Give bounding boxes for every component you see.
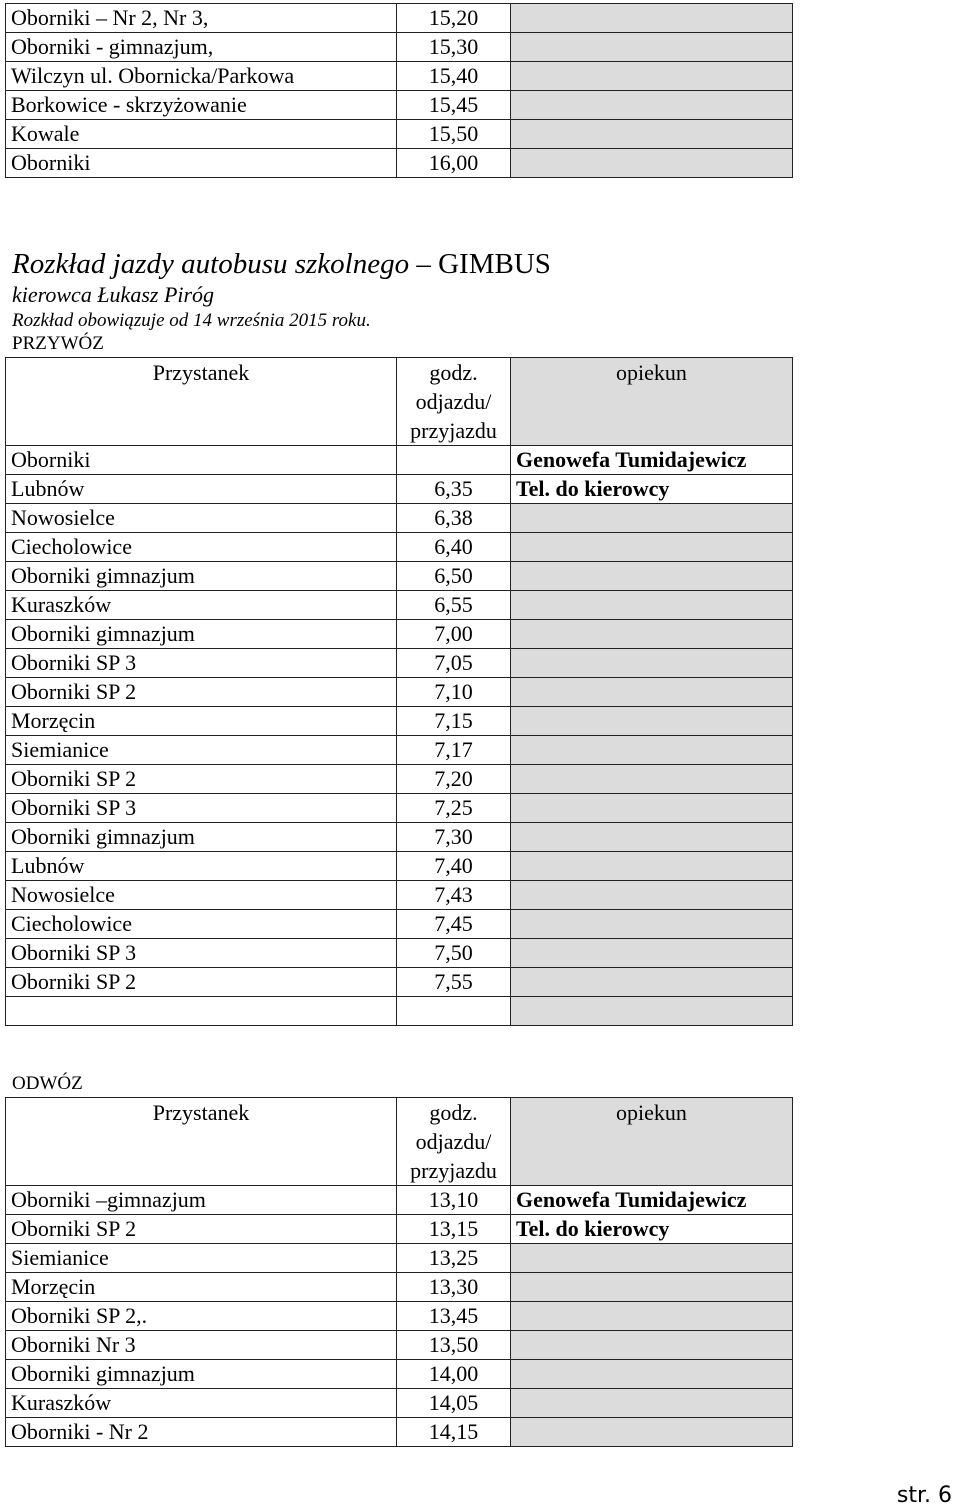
przywoz-label: PRZYWÓZ bbox=[12, 333, 104, 354]
stop-cell: Oborniki – Nr 2, Nr 3, bbox=[6, 4, 397, 33]
table-header-row bbox=[6, 1098, 793, 1186]
guardian-cell bbox=[511, 765, 793, 794]
time-cell: 14,15 bbox=[397, 1418, 511, 1447]
time-cell: 7,55 bbox=[397, 968, 511, 997]
stop-cell: Ciecholowice bbox=[6, 910, 397, 939]
time-cell: 7,25 bbox=[397, 794, 511, 823]
guardian-cell bbox=[511, 1273, 793, 1302]
stop-cell: Siemianice bbox=[6, 1244, 397, 1273]
time-cell: 16,00 bbox=[397, 149, 511, 178]
guardian-name: Genowefa Tumidajewicz bbox=[511, 1186, 793, 1215]
table-row bbox=[6, 1331, 793, 1360]
header-time-line: odjazdu/ bbox=[415, 1129, 492, 1154]
guardian-cell bbox=[511, 939, 793, 968]
time-cell: 13,25 bbox=[397, 1244, 511, 1273]
header-time-line: godz. bbox=[429, 360, 478, 385]
table-row bbox=[6, 823, 793, 852]
stop-cell: Oborniki SP 2 bbox=[6, 1215, 397, 1244]
table-row bbox=[6, 533, 793, 562]
stop-cell: Oborniki - Nr 2 bbox=[6, 1418, 397, 1447]
header-guardian: opiekun bbox=[511, 358, 793, 446]
stop-cell: Oborniki SP 3 bbox=[6, 794, 397, 823]
continuation-schedule-table bbox=[5, 3, 793, 178]
table-row bbox=[6, 1186, 793, 1215]
guardian-cell bbox=[511, 591, 793, 620]
header-time-line: godz. bbox=[429, 1100, 478, 1125]
table-row bbox=[6, 120, 793, 149]
table-row bbox=[6, 62, 793, 91]
stop-cell: Lubnów bbox=[6, 852, 397, 881]
table-row bbox=[6, 1418, 793, 1447]
stop-cell: Oborniki gimnazjum bbox=[6, 620, 397, 649]
header-time-line: przyjazdu bbox=[410, 1158, 497, 1183]
guardian-cell bbox=[511, 794, 793, 823]
time-cell: 14,00 bbox=[397, 1360, 511, 1389]
table-row bbox=[6, 968, 793, 997]
guardian-cell bbox=[511, 533, 793, 562]
time-cell: 15,45 bbox=[397, 91, 511, 120]
table-row bbox=[6, 1389, 793, 1418]
stop-cell: Borkowice - skrzyżowanie bbox=[6, 91, 397, 120]
schedule-title: Rozkład jazdy autobusu szkolnego – GIMBUS bbox=[12, 248, 551, 280]
guardian-cell bbox=[511, 1302, 793, 1331]
stop-cell bbox=[6, 997, 397, 1026]
time-cell: 13,10 bbox=[397, 1186, 511, 1215]
stop-cell: Oborniki - gimnazjum, bbox=[6, 33, 397, 62]
table-row bbox=[6, 33, 793, 62]
time-cell: 15,20 bbox=[397, 4, 511, 33]
time-cell bbox=[397, 997, 511, 1026]
guardian-phone: Tel. do kierowcy bbox=[511, 1215, 793, 1244]
guardian-cell bbox=[511, 1244, 793, 1273]
guardian-cell bbox=[511, 1360, 793, 1389]
stop-cell: Nowosielce bbox=[6, 504, 397, 533]
time-cell: 13,50 bbox=[397, 1331, 511, 1360]
table-row bbox=[6, 1215, 793, 1244]
time-cell: 6,35 bbox=[397, 475, 511, 504]
table-row bbox=[6, 504, 793, 533]
stop-cell: Nowosielce bbox=[6, 881, 397, 910]
stop-cell: Lubnów bbox=[6, 475, 397, 504]
stop-cell: Morzęcin bbox=[6, 1273, 397, 1302]
header-time bbox=[397, 358, 511, 446]
przywoz-table bbox=[5, 357, 793, 1026]
stop-cell: Oborniki gimnazjum bbox=[6, 823, 397, 852]
guardian-cell bbox=[511, 997, 793, 1026]
time-cell: 13,15 bbox=[397, 1215, 511, 1244]
table-row bbox=[6, 4, 793, 33]
time-cell: 13,30 bbox=[397, 1273, 511, 1302]
time-cell: 7,17 bbox=[397, 736, 511, 765]
guardian-cell bbox=[511, 707, 793, 736]
odwoz-label: ODWÓZ bbox=[12, 1073, 83, 1094]
guardian-cell bbox=[511, 120, 793, 149]
time-cell: 15,40 bbox=[397, 62, 511, 91]
table-row bbox=[6, 1302, 793, 1331]
table-row bbox=[6, 91, 793, 120]
valid-from-note: Rozkład obowiązuje od 14 września 2015 roku. bbox=[12, 310, 371, 331]
header-guardian: opiekun bbox=[511, 1098, 793, 1186]
table-row bbox=[6, 707, 793, 736]
stop-cell: Kuraszków bbox=[6, 591, 397, 620]
table-row bbox=[6, 649, 793, 678]
stop-cell: Oborniki Nr 3 bbox=[6, 1331, 397, 1360]
time-cell: 6,50 bbox=[397, 562, 511, 591]
time-cell: 15,30 bbox=[397, 33, 511, 62]
stop-cell: Oborniki SP 3 bbox=[6, 939, 397, 968]
table-row bbox=[6, 736, 793, 765]
guardian-cell bbox=[511, 910, 793, 939]
guardian-cell bbox=[511, 823, 793, 852]
time-cell: 7,50 bbox=[397, 939, 511, 968]
guardian-cell bbox=[511, 736, 793, 765]
table-row bbox=[6, 881, 793, 910]
guardian-cell bbox=[511, 881, 793, 910]
table-row bbox=[6, 620, 793, 649]
header-time bbox=[397, 1098, 511, 1186]
guardian-cell bbox=[511, 562, 793, 591]
time-cell: 7,00 bbox=[397, 620, 511, 649]
stop-cell: Oborniki bbox=[6, 446, 397, 475]
stop-cell: Oborniki –gimnazjum bbox=[6, 1186, 397, 1215]
table-row bbox=[6, 1273, 793, 1302]
guardian-cell bbox=[511, 1389, 793, 1418]
stop-cell: Kuraszków bbox=[6, 1389, 397, 1418]
stop-cell: Oborniki gimnazjum bbox=[6, 1360, 397, 1389]
stop-cell: Oborniki SP 3 bbox=[6, 649, 397, 678]
header-stop: Przystanek bbox=[6, 1098, 397, 1186]
time-cell: 7,10 bbox=[397, 678, 511, 707]
table-row bbox=[6, 1244, 793, 1273]
guardian-name: Genowefa Tumidajewicz bbox=[511, 446, 793, 475]
guardian-cell bbox=[511, 852, 793, 881]
time-cell: 13,45 bbox=[397, 1302, 511, 1331]
table-row bbox=[6, 852, 793, 881]
stop-cell: Wilczyn ul. Obornicka/Parkowa bbox=[6, 62, 397, 91]
time-cell: 7,05 bbox=[397, 649, 511, 678]
table-row bbox=[6, 794, 793, 823]
guardian-cell bbox=[511, 62, 793, 91]
guardian-cell bbox=[511, 33, 793, 62]
time-cell: 7,20 bbox=[397, 765, 511, 794]
time-cell: 6,40 bbox=[397, 533, 511, 562]
stop-cell: Oborniki bbox=[6, 149, 397, 178]
time-cell: 7,30 bbox=[397, 823, 511, 852]
time-cell: 7,40 bbox=[397, 852, 511, 881]
guardian-cell bbox=[511, 968, 793, 997]
table-row bbox=[6, 997, 793, 1026]
header-stop: Przystanek bbox=[6, 358, 397, 446]
guardian-cell bbox=[511, 1331, 793, 1360]
stop-cell: Morzęcin bbox=[6, 707, 397, 736]
table-row bbox=[6, 591, 793, 620]
time-cell: 6,38 bbox=[397, 504, 511, 533]
stop-cell: Oborniki SP 2,. bbox=[6, 1302, 397, 1331]
guardian-cell bbox=[511, 504, 793, 533]
table-row bbox=[6, 678, 793, 707]
table-row bbox=[6, 765, 793, 794]
time-cell: 7,43 bbox=[397, 881, 511, 910]
header-time-line: odjazdu/ bbox=[415, 389, 492, 414]
table-header-row bbox=[6, 358, 793, 446]
time-cell bbox=[397, 446, 511, 475]
guardian-cell bbox=[511, 649, 793, 678]
stop-cell: Ciecholowice bbox=[6, 533, 397, 562]
stop-cell: Kowale bbox=[6, 120, 397, 149]
guardian-cell bbox=[511, 678, 793, 707]
stop-cell: Siemianice bbox=[6, 736, 397, 765]
table-row bbox=[6, 562, 793, 591]
stop-cell: Oborniki SP 2 bbox=[6, 968, 397, 997]
guardian-phone: Tel. do kierowcy bbox=[511, 475, 793, 504]
guardian-cell bbox=[511, 620, 793, 649]
header-time-line: przyjazdu bbox=[410, 418, 497, 443]
guardian-cell bbox=[511, 4, 793, 33]
stop-cell: Oborniki SP 2 bbox=[6, 765, 397, 794]
time-cell: 7,45 bbox=[397, 910, 511, 939]
table-row bbox=[6, 475, 793, 504]
driver-name: kierowca Łukasz Piróg bbox=[12, 282, 215, 307]
page-number: str. 6 bbox=[896, 1483, 952, 1508]
stop-cell: Oborniki SP 2 bbox=[6, 678, 397, 707]
odwoz-table bbox=[5, 1097, 793, 1447]
table-row bbox=[6, 446, 793, 475]
guardian-cell bbox=[511, 149, 793, 178]
table-row bbox=[6, 910, 793, 939]
stop-cell: Oborniki gimnazjum bbox=[6, 562, 397, 591]
table-row bbox=[6, 939, 793, 968]
time-cell: 7,15 bbox=[397, 707, 511, 736]
time-cell: 6,55 bbox=[397, 591, 511, 620]
time-cell: 15,50 bbox=[397, 120, 511, 149]
guardian-cell bbox=[511, 1418, 793, 1447]
guardian-cell bbox=[511, 91, 793, 120]
time-cell: 14,05 bbox=[397, 1389, 511, 1418]
table-row bbox=[6, 149, 793, 178]
table-row bbox=[6, 1360, 793, 1389]
